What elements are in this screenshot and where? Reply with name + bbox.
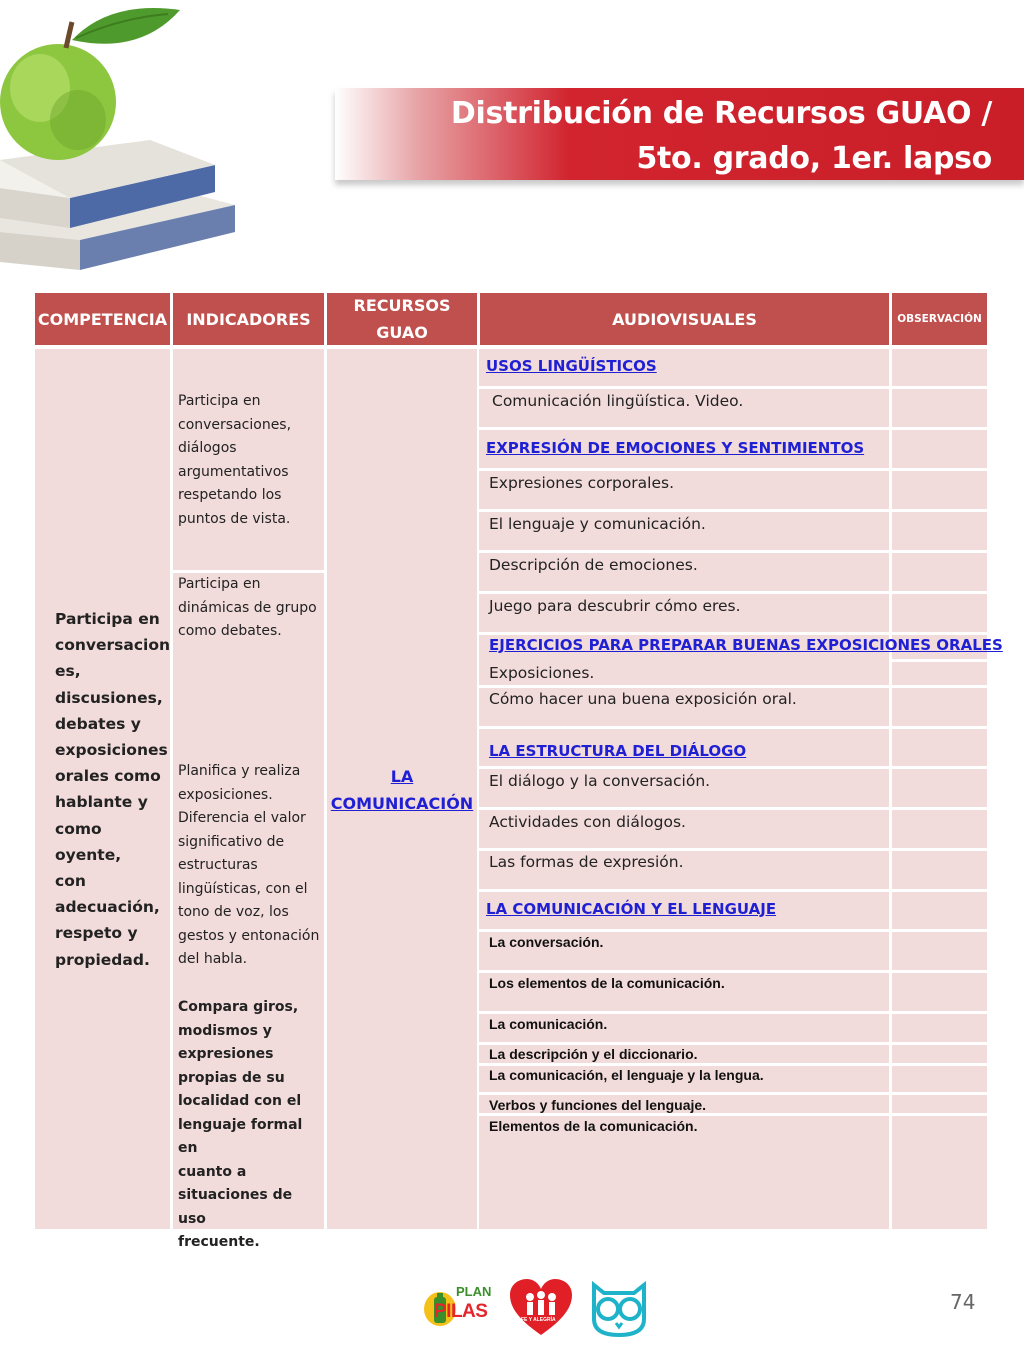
section-link[interactable]: LA ESTRUCTURA DEL DIÁLOGO [489,742,747,760]
resource-item: Verbos y funciones del lenguaje. [489,1097,707,1113]
title-banner [335,88,1024,180]
indicador-line: diálogos [178,440,237,456]
guao-owl-logo [588,1279,650,1337]
indicador-line: lingüísticas, con el [178,880,308,897]
indicador-line: Participa en [178,393,261,409]
title-line-2: 5to. grado, 1er. lapso [636,141,992,176]
logo-fe-text: FE Y ALEGRÍA [521,1317,556,1323]
page-number: 74 [950,1290,976,1314]
indicador-line: expresiones [178,1046,274,1062]
header-recursos-line2: GUAO [376,323,428,342]
resource-item: La descripción y el diccionario. [489,1046,698,1062]
resource-item: Las formas de expresión. [489,853,684,871]
indicador-line: localidad con el [178,1093,302,1109]
observacion-cell [891,349,987,1229]
row-divider [479,726,987,729]
competencia-line: respeto y [55,924,138,943]
row-divider [479,1063,987,1066]
resource-item: Cómo hacer una buena exposición oral. [489,690,797,708]
competencia-line: hablante y [55,793,148,812]
owl-icon [588,1279,650,1337]
resource-item: Juego para descubrir cómo eres. [489,597,741,615]
resource-item: El lenguaje y comunicación. [489,515,706,533]
resource-item: Descripción de emociones. [489,556,698,574]
resource-item: El diálogo y la conversación. [489,772,711,790]
indicador-line: Planifica y realiza [178,763,301,779]
row-divider [479,685,987,688]
recurso-link-line1[interactable]: LA [390,767,414,786]
plan-pilas-logo [420,1283,495,1329]
indicador-line: situaciones de uso [178,1187,293,1227]
row-divider [479,386,987,389]
row-divider [479,848,987,851]
title-line-1: Distribución de Recursos GUAO / [450,96,992,131]
indicador-line: cuanto a [178,1163,247,1180]
fe-y-alegria-logo [508,1277,574,1337]
section-estructura-dialogo[interactable] [489,742,746,761]
recurso-link[interactable] [327,763,477,817]
heart-icon [508,1277,574,1337]
section-comunicacion-lenguaje[interactable] [486,900,776,919]
competencia-text [55,606,170,973]
row-divider [479,550,987,553]
row-divider [479,1042,987,1045]
resource-item: La comunicación. [489,1016,608,1032]
section-link[interactable]: EJERCICIOS PARA PREPARAR BUENAS EXPOSICIONES ORALES [489,636,1003,654]
competencia-line: adecuación, [55,898,160,917]
logo-pilas-text: PILAS [434,1301,488,1322]
competencia-line: discusiones, [55,688,163,707]
row-divider [479,766,987,769]
indicador-line: dinámicas de grupo [178,599,317,616]
indicador-4 [178,996,324,1255]
competencia-line: exposiciones [55,741,168,760]
row-divider [479,1092,987,1095]
row-divider [479,1011,987,1014]
section-ejercicios-exposiciones[interactable] [489,636,1003,655]
row-divider [479,591,987,594]
section-link[interactable]: EXPRESIÓN DE EMOCIONES Y SENTIMIENTOS [486,439,865,457]
section-expresion-emociones[interactable] [486,439,864,458]
indicador-line: exposiciones. [178,786,273,803]
section-link[interactable]: LA COMUNICACIÓN Y EL LENGUAJE [486,900,777,918]
indicador-line: del habla. [178,951,248,967]
competencia-line: orales como [55,767,161,786]
competencia-line: conversacion [55,636,171,655]
indicador-line: respetando los [178,487,282,503]
header-recursos-line1: RECURSOS [353,296,451,315]
indicador-line: como debates. [178,623,282,639]
resource-item: Expresiones corporales. [489,474,675,492]
resource-item: Elementos de la comunicación. [489,1118,698,1134]
indicador-line: significativo de [178,833,285,850]
resource-item: Los elementos de la comunicación. [489,975,725,991]
observacion-divider [889,349,892,1229]
row-divider [479,807,987,810]
row-divider [479,929,987,932]
competencia-cell [35,349,170,1229]
row-divider [479,970,987,973]
resource-item: La comunicación, el lenguaje y la lengua. [489,1067,764,1083]
competencia-line: como oyente, [55,819,122,864]
indicadores-cell-1 [173,349,324,570]
indicador-line: Diferencia el valor [178,810,306,826]
page-title [451,91,992,181]
header-observacion: OBSERVACIÓN [892,293,987,345]
header-audiovisuales: AUDIOVISUALES [480,293,889,345]
row-divider [891,659,987,662]
competencia-line: propiedad. [55,950,150,969]
row-divider [479,509,987,512]
indicador-line: puntos de vista. [178,510,291,527]
section-link[interactable]: USOS LINGÜÍSTICOS [486,357,657,375]
indicador-line: tono de voz, los [178,904,289,920]
indicador-line: lenguaje formal en [178,1116,303,1156]
competencia-line: debates y [55,714,141,733]
header-competencia: COMPETENCIA [35,293,170,345]
header-recursos-guao [327,293,477,345]
indicador-line: estructuras [178,857,258,873]
resource-item: Actividades con diálogos. [489,813,686,831]
resource-item: Comunicación lingüística. Video. [492,392,744,410]
indicador-1 [178,390,291,531]
row-divider [479,468,987,471]
row-divider [479,889,987,892]
resource-item: Exposiciones. [489,664,595,682]
indicador-line: argumentativos [178,463,289,480]
indicadores-cell-2 [173,573,324,1250]
logo-plan-text: PLAN [456,1284,492,1299]
row-divider [479,1113,987,1116]
row-divider [479,427,987,430]
indicador-line: Compara giros, [178,999,299,1015]
indicador-line: modismos y [178,1022,272,1039]
section-usos-linguisticos[interactable] [486,357,657,376]
indicador-3 [178,760,319,972]
apple-books-illustration [0,0,240,280]
recurso-link-line2[interactable]: COMUNICACIÓN [330,794,474,813]
indicador-2 [178,573,317,644]
header-indicadores: INDICADORES [173,293,324,345]
indicador-line: frecuente. [178,1234,260,1250]
recursos-cell [327,349,477,1229]
indicador-line: Participa en [178,576,261,592]
resource-item: La conversación. [489,934,604,950]
row-divider [479,632,987,635]
competencia-line: con [55,872,86,891]
competencia-line: es, [55,662,81,681]
indicador-line: propias de su [178,1069,285,1086]
indicador-line: gestos y entonación [178,927,320,944]
competencia-line: Participa en [55,610,160,628]
indicador-line: conversaciones, [178,416,292,433]
